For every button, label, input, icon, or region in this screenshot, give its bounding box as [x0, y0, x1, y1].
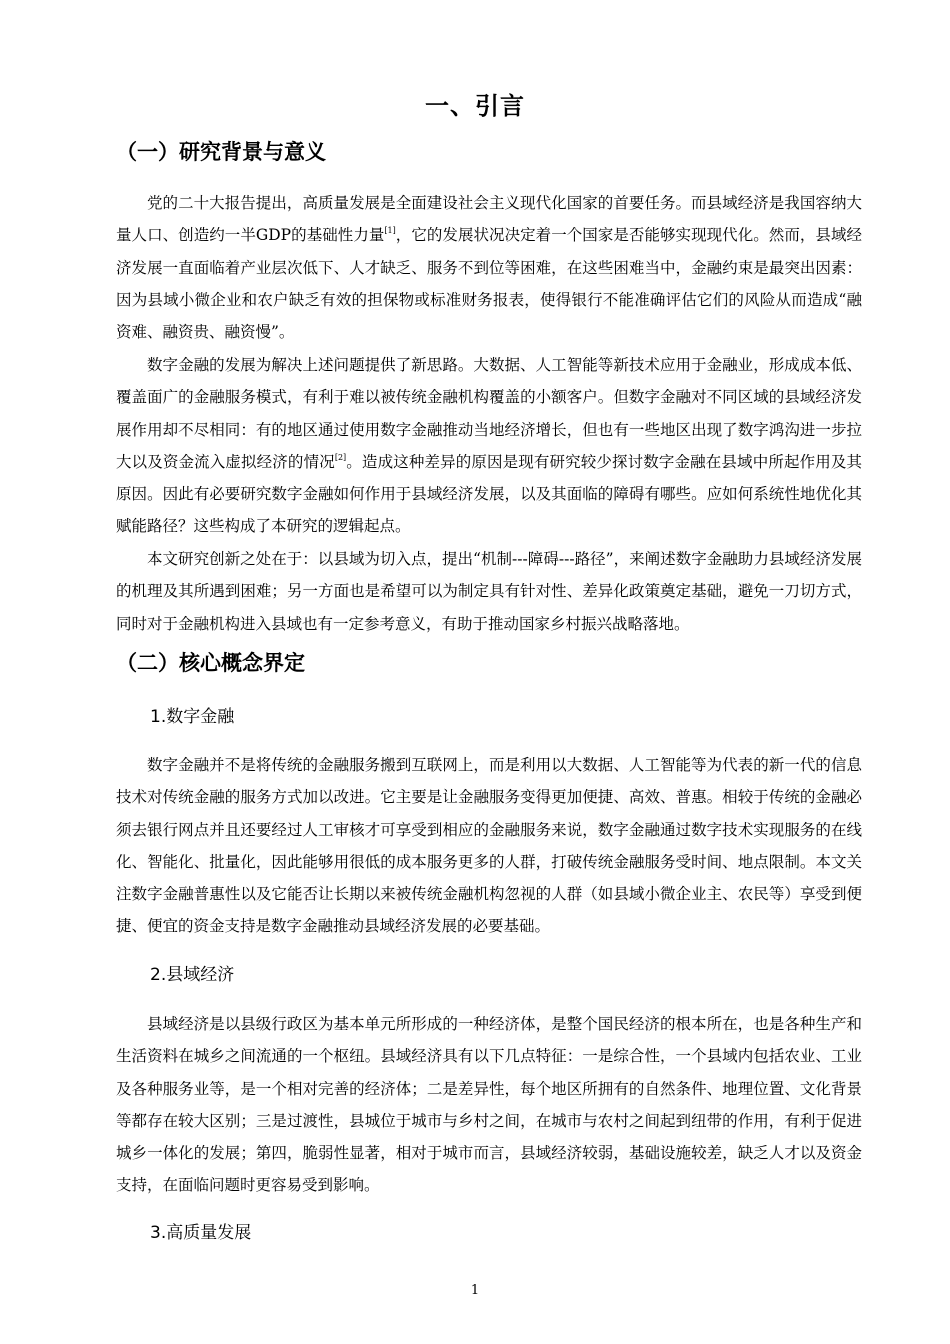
subsection-heading-digital-finance: 1.数字金融	[150, 707, 235, 727]
paragraph-digital-finance: 数字金融并不是将传统的金融服务搬到互联网上，而是利用以大数据、人工智能等为代表的新一代的信息技术对传统金融的服务方式加以改进。它主要是让金融服务变得更加便捷、高效、普惠。相较于传统的金融必须去银行网点并且还要经过人工审核才可享受到相应的金融服务来说，数字金融通过数字技术实现服务的在线化、智能化、批量化，因此能够用很低的成本服务更多的人群，打破传统金融服务受时间、地点限制。本文关注数字金融普惠性以及它能否让长期以来被传统金融机构忽视的人群（如县域小微企业主、农民等）享受到便捷、便宜的资金支持是数字金融推动县域经济发展的必要基础。	[116, 756, 862, 936]
section-heading-concepts: （二）核心概念界定	[116, 651, 305, 675]
page-number: 1	[470, 1283, 480, 1298]
paragraph-background-1	[116, 187, 862, 348]
paragraph-text: 。造成这种差异的原因是现有研究较少探讨数字金融在县域中所起作用及其原因。因此有必要研究数字金融如何作用于县域经济发展，以及其面临的障碍有哪些。应如何系统性地优化其赋能路径？这些构成了本研究的逻辑起点。	[116, 452, 862, 536]
paragraph-background-2	[116, 349, 862, 543]
paragraph-text: 数字金融的发展为解决上述问题提供了新思路。大数据、人工智能等新技术应用于金融业，形成成本低、覆盖面广的金融服务模式，有利于难以被传统金融机构覆盖的小额客户。但数字金融对不同区域的县域经济发展作用却不尽相同：有的地区通过使用数字金融推动当地经济增长，但也有一些地区出现了数字鸿沟进一步拉大以及资金流入虚拟经济的情况	[116, 356, 862, 471]
subsection-heading-county-economy: 2.县域经济	[150, 965, 235, 985]
paragraph-county-economy: 县域经济是以县级行政区为基本单元所形成的一种经济体，是整个国民经济的根本所在，也是各种生产和生活资料在城乡之间流通的一个枢纽。县域经济具有以下几点特征：一是综合性，一个县域内包括农业、工业及各种服务业等，是一个相对完善的经济体；二是差异性，每个地区所拥有的自然条件、地理位置、文化背景等都存在较大区别；三是过渡性，县城位于城市与乡村之间，在城市与农村之间起到纽带的作用，有利于促进城乡一体化的发展；第四，脆弱性显著，相对于城市而言，县域经济较弱，基础设施较差，缺乏人才以及资金支持，在面临问题时更容易受到影响。	[116, 1015, 862, 1195]
section-heading-background: （一）研究背景与意义	[116, 140, 326, 164]
citation-marker: [2]	[334, 452, 347, 462]
citation-marker: [1]	[384, 226, 396, 236]
paragraph-text: ，它的发展状况决定着一个国家是否能够实现现代化。然而，县域经济发展一直面临着产业层次低下、人才缺乏、服务不到位等困难，在这些困难当中，金融约束是最突出因素：因为县域小微企业和农户缺乏有效的担保物或标准财务报表，使得银行不能准确评估它们的风险从而造成“融资难、融资贵、融资慢”。	[116, 226, 862, 342]
chapter-title: 一、引言	[425, 92, 525, 120]
paragraph-text: 党的二十大报告提出，高质量发展是全面建设社会主义现代化国家的首要任务。而县域经济是我国容纳大量人口、创造约一半GDP的基础性力量	[116, 194, 862, 245]
paragraph-background-3: 本文研究创新之处在于：以县域为切入点，提出“机制---障碍---路径”，来阐述数字金融助力县域经济发展的机理及其所遇到困难；另一方面也是希望可以为制定具有针对性、差异化政策奠定基础，避免一刀切方式，同时对于金融机构进入县域也有一定参考意义，有助于推动国家乡村振兴战略落地。	[116, 550, 862, 633]
subsection-heading-high-quality-development: 3.高质量发展	[150, 1223, 252, 1243]
